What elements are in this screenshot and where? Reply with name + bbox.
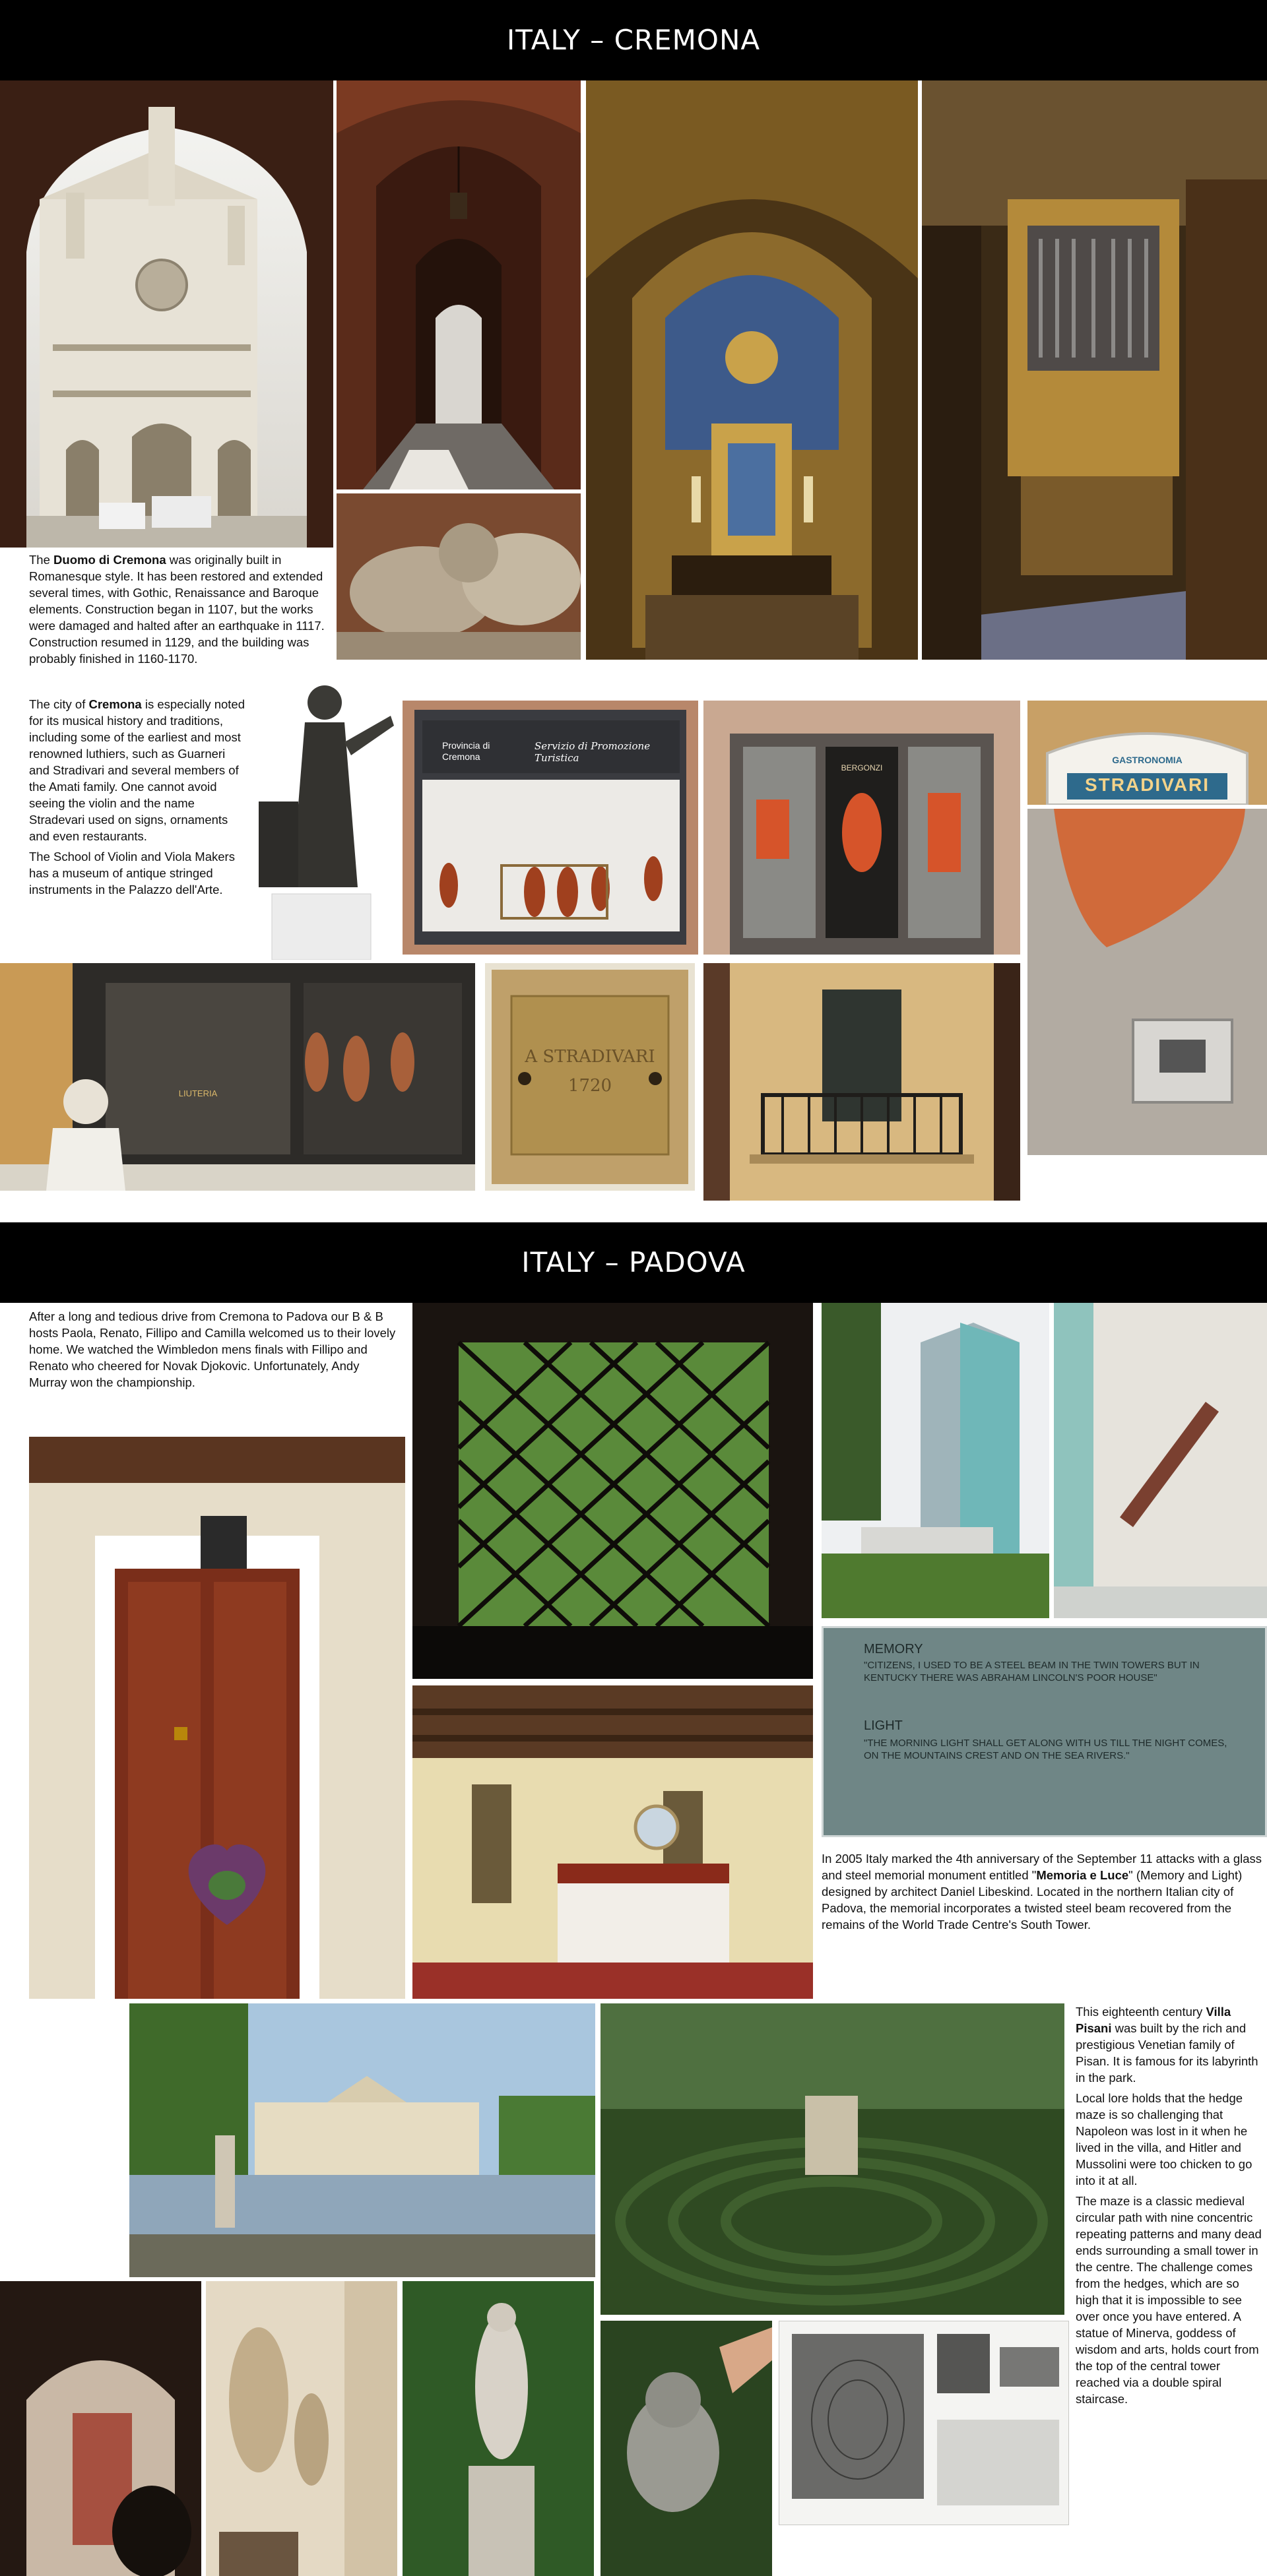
villa-pisani-text: This eighteenth century Villa Pisani was built by the rich and prestigious Venetian family of Pisan. It is famous for its labyrinth in the park. Local lore holds that the hedge maze is so challenging that Napoleon was lost in it when he lived in the villa, and Hitler and Mussolini were too chicken to go into it at all. The maze is a classic medieval circular path with nine concentric repeating patterns and many dead ends surrounding a small tower in the centre. The challenge comes from the hedges, which are so high that it is impossible to see over once you have entered. A statue of Minerva, goddess of wisdom and arts, holds court from the top of the central tower reached via a double spiral staircase. (1076, 2005, 1262, 2406)
violin-text: The city of Cremona is especially noted for its musical history and traditions, including some of the earliest and most renowned luthiers, such as Guarneri and Stradivari and several members of the Amati family. One cannot avoid seeing the violin and the name Stradevari used on signs, ornaments and even restaurants. The School of Violin and Viola Makers has a museum of antique stringed instruments in the Palazzo dell'Arte. (29, 697, 245, 896)
photo-minerva-statue (403, 2281, 594, 2576)
photo-woman-at-shop-window (0, 963, 475, 1191)
photo-lion-sculpture (337, 493, 581, 660)
plaque-light-quote: "THE MORNING LIGHT SHALL GET ALONG WITH US TILL THE NIGHT COMES, ON THE MOUNTAINS CREST AND ON THE SEA RIVERS." (864, 1738, 1227, 1761)
sign-provincia: Provincia di Cremona (442, 740, 490, 762)
cremona-header-band (0, 0, 1267, 80)
sign-liuteria: LIUTERIA (178, 1088, 218, 1098)
photo-cathedral-organ (922, 80, 1267, 660)
plaque-light-title: LIGHT (864, 1718, 903, 1733)
photo-bedroom (412, 1685, 813, 1999)
photo-villa-pisani (129, 2003, 595, 2277)
sign-bergonzi: BERGONZI (841, 763, 883, 772)
photo-cathedral-apse (586, 80, 918, 660)
photo-stradivari-statue (245, 670, 396, 960)
photo-hedge-maze (601, 2003, 1064, 2315)
padova-title: ITALY – PADOVA (521, 1246, 746, 1278)
photo-stradivari-plaque (485, 963, 695, 1191)
sign-stradivari: STRADIVARI (1084, 774, 1210, 795)
photo-luthier-shopfront (703, 701, 1020, 955)
memorial-text: In 2005 Italy marked the 4th anniversary of the September 11 attacks with a glass and steel memorial monument entitled "Memoria e Luce" (Memory and Light) designed by architect Daniel Libeskind. Located in the northern Italian city of Padova, the memorial incorporates a twisted steel beam recovered from the remains of the World Trade Centre's South Tower. (822, 1852, 1262, 1932)
photo-dog-statue (601, 2321, 772, 2576)
plaque-inscription: A STRADIVARI 1720 (525, 1047, 655, 1096)
photo-twisted-steel-beam (1054, 1303, 1267, 1618)
padova-intro-text: After a long and tedious drive from Cremona to Padova our B & B hosts Paola, Renato, Fillipo and Camilla welcomed us to their lovely home. We watched the Wimbledon mens finals with Fillipo and Renato who cheered for Novak Djokovic. Unfortunately, Andy Murray won the championship. (29, 1309, 396, 1389)
photo-statue-gallery (206, 2281, 397, 2576)
photo-doorway-heart (29, 1437, 405, 1999)
sign-servizio: Servizio di Promozione Turistica (535, 740, 651, 764)
photo-memorial-plaque (822, 1626, 1267, 1837)
cremona-title: ITALY – CREMONA (506, 24, 761, 56)
photo-duomo-facade (0, 80, 333, 548)
padova-header-band (0, 1222, 1267, 1303)
photo-wall-violin-ornament (1027, 809, 1267, 1155)
photo-maze-book-page (779, 2321, 1069, 2525)
photo-arcade-corridor (337, 80, 581, 489)
photo-balcony-facade (703, 963, 1020, 1201)
plaque-memory-quote: "CITIZENS, I USED TO BE A STEEL BEAM IN THE TWIN TOWERS BUT IN KENTUCKY THERE WAS ABRAHAM LINCOLN'S POOR HOUSE" (864, 1660, 1200, 1683)
duomo-text: The Duomo di Cremona was originally built in Romanesque style. It has been restored and extended several times, with Gothic, Renaissance and Baroque elements. Construction began in 1107, but the works were damaged and halted after an earthquake in 1117. Construction resumed in 1129, and the building was probably finished in 1160-1170. (29, 553, 325, 666)
plaque-memory-title: MEMORY (864, 1642, 923, 1656)
photo-stradivari-sign (1027, 701, 1267, 805)
photo-window-lattice (412, 1303, 813, 1679)
photo-memorial-glass-tower (822, 1303, 1049, 1618)
photo-tourist-office-window (403, 701, 698, 955)
sign-gastronomia: GASTRONOMIA (1112, 755, 1183, 765)
photo-arch-statue (0, 2281, 201, 2576)
